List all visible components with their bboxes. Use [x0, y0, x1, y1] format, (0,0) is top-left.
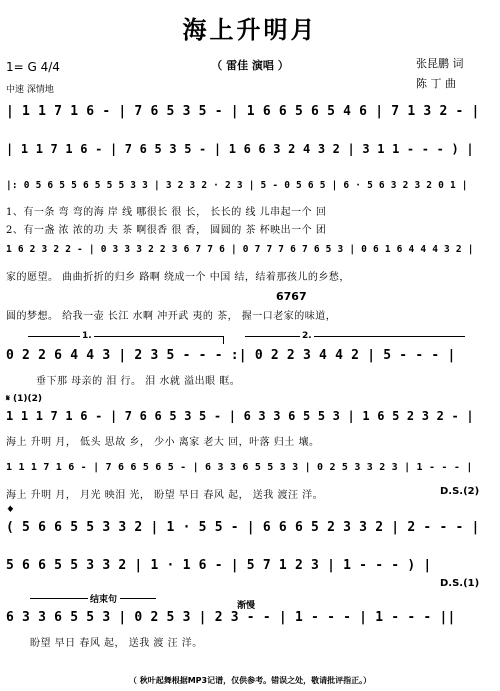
ds-1-marker: D.S.(1)	[440, 578, 480, 589]
singer-credit: （ 雷佳 演唱 ）	[211, 59, 289, 72]
lyric-row-3-verse-1: 1、有一条 弯 弯的海 岸 线 哪很长 很 长， 长长的 线 儿串起一个 回	[6, 207, 327, 218]
ending-label: 结束句	[90, 595, 118, 605]
footer-note: （ 秋叶起舞根据MP3记谱，仅供参考。错误之处，敬请批评指正。）	[128, 676, 372, 685]
composer-credit: 陈 丁 曲	[416, 77, 456, 90]
volta-2-label: 2.	[302, 331, 312, 341]
ornament-notes: 6767	[276, 290, 307, 303]
key-signature: 1= G 4/4	[6, 60, 60, 74]
volta-2-line	[245, 336, 465, 337]
lyric-row-6: 海上 升明 月， 低头 思故 乡， 少小 离家 老大 回，叶落 归土 壤。	[6, 437, 320, 448]
ending-line-right	[120, 598, 156, 599]
segno-marker: 𝄋 (1)(2)	[6, 394, 42, 404]
lyric-row-7: 海上 升明 月， 月光 映泪 光， 盼望 早日 春风 起， 送我 渡汪 洋。	[6, 490, 324, 501]
score-row-2: | 1 1 7 1 6 - | 7 6 5 3 5 - | 1 6 6 3 2 4 3 2 | 3 1 1 - - - ) |	[6, 142, 474, 156]
lyric-row-4-verse-1: 家的愿望。 曲曲折折的归乡 路啊 绕成一个 中国 结，结着那孩儿的乡愁，	[6, 272, 350, 283]
volta-1-end	[223, 336, 224, 344]
score-row-9: 5 6 6 5 5 3 3 2 | 1 · 1 6 - | 5 7 1 2 3 | 1 - - - ) |	[6, 558, 432, 573]
tempo-marking: 中速 深情地	[6, 85, 54, 95]
page-title: 海上升明月	[182, 16, 318, 44]
score-row-4: 1 6 2 3 2 2 - | 0 3 3 3 2 2 3 6 7 7 6 | 0 7 7 7 6 7 6 5 3 | 0 6 1 6 4 4 4 3 2 |	[6, 244, 474, 255]
score-row-5: 0 2 2 6 4 4 3 | 2 3 5 - - - :| 0 2 2 3 4 4 2 | 5 - - - |	[6, 348, 456, 363]
ds-2-marker: D.S.(2)	[440, 486, 480, 497]
lyric-row-5: 垂下那 母亲的 泪 行。 泪 水就 溢出眼 眶。	[36, 376, 241, 387]
lyric-row-10: 盼望 早日 春风 起， 送我 渡 汪 洋。	[30, 638, 203, 649]
volta-1-label: 1.	[82, 331, 92, 341]
score-row-1: | 1 1 7 1 6 - | 7 6 5 3 5 - | 1 6 6 5 6 5 4 6 | 7 1 3 2 - |	[6, 104, 480, 119]
rit-label: 渐慢	[237, 601, 256, 611]
coda-icon: 𝄌	[8, 504, 13, 520]
score-row-10: 6 3 3 6 5 5 3 | 0 2 5 3 | 2 3 - - | 1 - - - | 1 - - - ||	[6, 610, 456, 625]
lyricist-credit: 张昆鹏 词	[416, 57, 464, 70]
score-row-3: |: 0 5 6 5 5 6 5 5 5 3 3 | 3 2 3 2 · 2 3 | 5 - 0 5 6 5 | 6 · 5 6 3 2 3 2 0 1 |	[6, 180, 468, 191]
volta-1-line	[28, 336, 223, 337]
lyric-row-3-verse-2: 2、有一盏 浓 浓的功 夫 茶 啊很香 很 香， 圆圆的 茶 杯映出一个 团	[6, 225, 327, 236]
lyric-row-4-verse-2: 圆的梦想。 给我一壶 长江 水啊 冲开武 夷的 茶， 握一口老家的味道，	[6, 311, 337, 322]
ending-line-left	[30, 598, 88, 599]
score-row-8: ( 5 6 6 5 5 3 3 2 | 1 · 5 5 - | 6 6 6 5 2 3 3 2 | 2 - - - |	[6, 520, 480, 535]
score-row-7: 1 1 1 7 1 6 - | 7 6 6 5 6 5 - | 6 3 3 6 5 5 3 3 | 0 2 5 3 3 2 3 | 1 - - - |	[6, 462, 473, 473]
score-row-6: 1 1 1 7 1 6 - | 7 6 6 5 3 5 - | 6 3 3 6 5 5 3 | 1 6 5 2 3 2 - |	[6, 409, 474, 423]
